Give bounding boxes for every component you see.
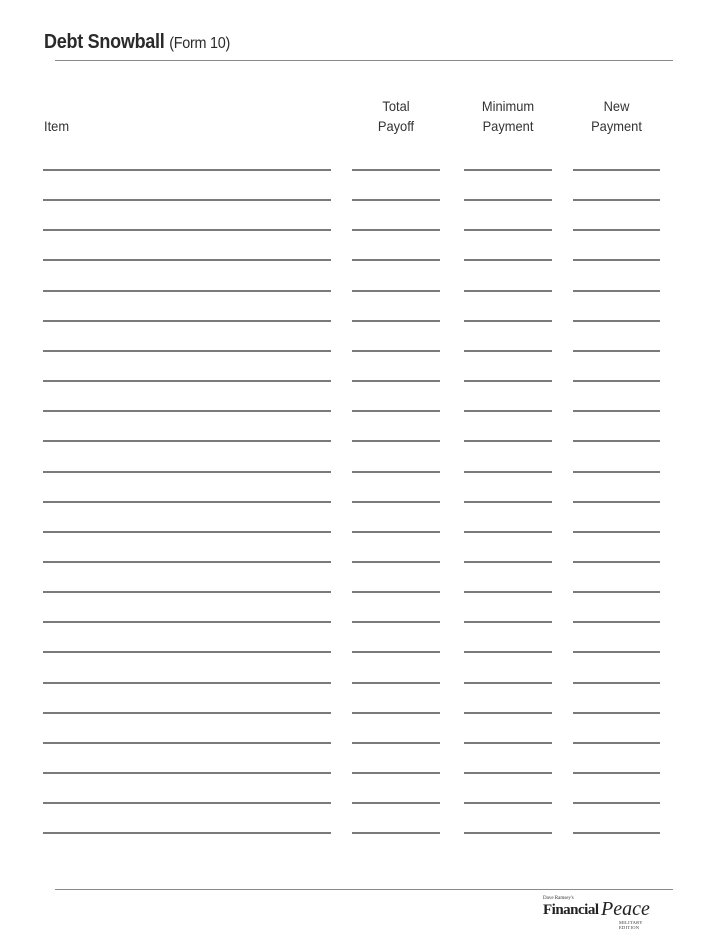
total-payoff-field[interactable] <box>352 471 440 473</box>
minimum-payment-field[interactable] <box>464 682 552 684</box>
total-payoff-field[interactable] <box>352 501 440 503</box>
total-payoff-field[interactable] <box>352 682 440 684</box>
new-payment-field[interactable] <box>573 621 660 623</box>
item-field[interactable] <box>43 380 331 382</box>
item-field[interactable] <box>43 591 331 593</box>
header-line1 <box>44 96 69 116</box>
new-payment-field[interactable] <box>573 290 660 292</box>
item-field[interactable] <box>43 471 331 473</box>
total-payoff-field[interactable] <box>352 380 440 382</box>
total-payoff-field[interactable] <box>352 742 440 744</box>
minimum-payment-field[interactable] <box>464 350 552 352</box>
new-payment-field[interactable] <box>573 259 660 261</box>
item-field[interactable] <box>43 742 331 744</box>
new-payment-field[interactable] <box>573 229 660 231</box>
minimum-payment-field[interactable] <box>464 229 552 231</box>
header-divider <box>55 60 673 61</box>
new-payment-field[interactable] <box>573 651 660 653</box>
header-line1: New <box>603 98 630 114</box>
item-field[interactable] <box>43 290 331 292</box>
minimum-payment-field[interactable] <box>464 471 552 473</box>
minimum-payment-field[interactable] <box>464 591 552 593</box>
item-field[interactable] <box>43 199 331 201</box>
item-field[interactable] <box>43 772 331 774</box>
total-payoff-field[interactable] <box>352 621 440 623</box>
total-payoff-field[interactable] <box>352 350 440 352</box>
total-payoff-field[interactable] <box>352 802 440 804</box>
new-payment-field[interactable] <box>573 350 660 352</box>
item-field[interactable] <box>43 712 331 714</box>
minimum-payment-field[interactable] <box>464 169 552 171</box>
item-field[interactable] <box>43 410 331 412</box>
total-payoff-field[interactable] <box>352 531 440 533</box>
total-payoff-field[interactable] <box>352 320 440 322</box>
logo-edition: MILITARY EDITION <box>619 920 643 930</box>
new-payment-field[interactable] <box>573 169 660 171</box>
new-payment-field[interactable] <box>573 531 660 533</box>
total-payoff-field[interactable] <box>352 410 440 412</box>
total-payoff-field[interactable] <box>352 651 440 653</box>
minimum-payment-field[interactable] <box>464 501 552 503</box>
minimum-payment-field[interactable] <box>464 410 552 412</box>
minimum-payment-field[interactable] <box>464 320 552 322</box>
minimum-payment-field[interactable] <box>464 199 552 201</box>
item-field[interactable] <box>43 350 331 352</box>
minimum-payment-field[interactable] <box>464 290 552 292</box>
minimum-payment-field[interactable] <box>464 712 552 714</box>
item-field[interactable] <box>43 621 331 623</box>
new-payment-field[interactable] <box>573 410 660 412</box>
new-payment-field[interactable] <box>573 832 660 834</box>
total-payoff-field[interactable] <box>352 199 440 201</box>
header-line2: Item <box>44 118 70 134</box>
new-payment-field[interactable] <box>573 471 660 473</box>
form-number: (Form 10) <box>169 35 231 52</box>
total-payoff-field[interactable] <box>352 259 440 261</box>
new-payment-field[interactable] <box>573 682 660 684</box>
total-payoff-field[interactable] <box>352 712 440 714</box>
item-field[interactable] <box>43 501 331 503</box>
minimum-payment-field[interactable] <box>464 561 552 563</box>
item-field[interactable] <box>43 561 331 563</box>
footer-divider <box>55 889 673 890</box>
column-header-item <box>44 96 69 136</box>
item-field[interactable] <box>43 802 331 804</box>
total-payoff-field[interactable] <box>352 832 440 834</box>
minimum-payment-field[interactable] <box>464 621 552 623</box>
logo-main: Financial <box>543 902 599 918</box>
form-title: Debt Snowball <box>44 31 165 53</box>
financial-peace-logo <box>543 896 663 932</box>
item-field[interactable] <box>43 169 331 171</box>
total-payoff-field[interactable] <box>352 772 440 774</box>
header-line1: Total <box>382 98 410 114</box>
minimum-payment-field[interactable] <box>464 259 552 261</box>
total-payoff-field[interactable] <box>352 229 440 231</box>
minimum-payment-field[interactable] <box>464 742 552 744</box>
column-header-new-payment <box>576 96 656 136</box>
new-payment-field[interactable] <box>573 591 660 593</box>
total-payoff-field[interactable] <box>352 440 440 442</box>
new-payment-field[interactable] <box>573 712 660 714</box>
header-line2: Payoff <box>377 118 415 134</box>
column-header-minimum-payment <box>468 96 549 136</box>
minimum-payment-field[interactable] <box>464 802 552 804</box>
total-payoff-field[interactable] <box>352 169 440 171</box>
minimum-payment-field[interactable] <box>464 380 552 382</box>
item-field[interactable] <box>43 320 331 322</box>
new-payment-field[interactable] <box>573 772 660 774</box>
new-payment-field[interactable] <box>573 199 660 201</box>
minimum-payment-field[interactable] <box>464 651 552 653</box>
item-field[interactable] <box>43 832 331 834</box>
minimum-payment-field[interactable] <box>464 531 552 533</box>
new-payment-field[interactable] <box>573 440 660 442</box>
item-field[interactable] <box>43 651 331 653</box>
new-payment-field[interactable] <box>573 742 660 744</box>
total-payoff-field[interactable] <box>352 591 440 593</box>
minimum-payment-field[interactable] <box>464 772 552 774</box>
logo-script: Peace <box>601 898 650 920</box>
new-payment-field[interactable] <box>573 561 660 563</box>
new-payment-field[interactable] <box>573 802 660 804</box>
header-line2: Payment <box>591 118 642 134</box>
item-field[interactable] <box>43 531 331 533</box>
item-field[interactable] <box>43 440 331 442</box>
header-line2: Payment <box>482 118 534 134</box>
item-field[interactable] <box>43 259 331 261</box>
item-field[interactable] <box>43 229 331 231</box>
total-payoff-field[interactable] <box>352 561 440 563</box>
new-payment-field[interactable] <box>573 380 660 382</box>
total-payoff-field[interactable] <box>352 290 440 292</box>
column-header-total-payoff <box>356 96 437 136</box>
item-field[interactable] <box>43 682 331 684</box>
minimum-payment-field[interactable] <box>464 440 552 442</box>
minimum-payment-field[interactable] <box>464 832 552 834</box>
page-title <box>44 31 230 54</box>
new-payment-field[interactable] <box>573 501 660 503</box>
header-line1: Minimum <box>481 98 535 114</box>
new-payment-field[interactable] <box>573 320 660 322</box>
logo-byline: Dave Ramsey's <box>543 896 574 901</box>
